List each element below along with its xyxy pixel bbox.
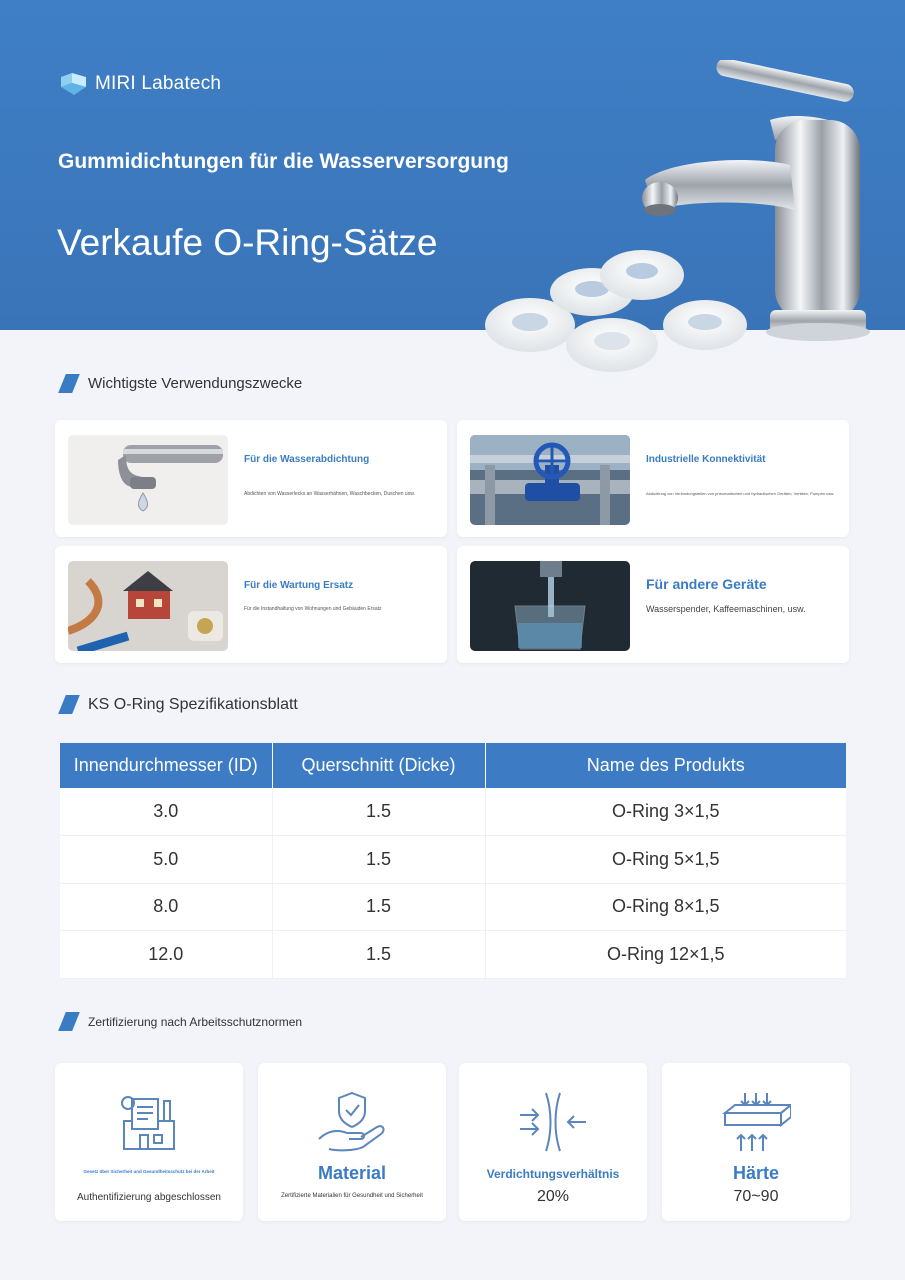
house-pipes-image (68, 561, 228, 651)
cert-title: Härte (732, 1163, 780, 1183)
table-cell: 3.0 (60, 788, 272, 836)
spec-table (60, 743, 846, 979)
use-desc: Für die Instandhaltung von Wohnungen und Gebäuden Ersatz (244, 606, 382, 612)
uses-heading (62, 374, 302, 393)
table-cell: 5.0 (60, 836, 272, 884)
cert-value: Authentifizierung abgeschlossen (77, 1192, 221, 1203)
column-header: Innendurchmesser (ID) (60, 743, 272, 788)
cert-title: Material (317, 1163, 387, 1183)
cert-card (459, 1063, 647, 1221)
cert-value: 20% (536, 1188, 570, 1205)
use-title: Industrielle Konnektivität (646, 454, 766, 465)
hero-banner (0, 0, 905, 330)
section-title: Zertifizierung nach Arbeitsschutznormen (88, 1014, 303, 1029)
cert-card (258, 1063, 446, 1221)
use-card (457, 546, 849, 663)
section-marker-icon (58, 1012, 80, 1031)
factory-document-icon (114, 1091, 184, 1153)
cert-title: Gesetz über Sicherheit und Gesundheitsschutz bei der Arbeit (83, 1169, 215, 1174)
use-title: Für die Wasserabdichtung (244, 454, 370, 465)
spec-heading (62, 695, 298, 714)
section-marker-icon (58, 374, 80, 393)
brand-name: MIRI Labatech (95, 73, 222, 94)
compression-arrows-icon (518, 1091, 588, 1153)
use-desc: Abdichten von Wasserlecks an Wasserhähnen, Waschbecken, Duschen usw. (244, 491, 415, 497)
use-card (457, 420, 849, 537)
section-title: KS O-Ring Spezifikationsblatt (88, 695, 298, 713)
table-cell: 1.5 (272, 836, 485, 884)
hero-subtitle: Gummidichtungen für die Wasserversorgung (58, 150, 509, 173)
column-header: Querschnitt (Dicke) (272, 743, 485, 788)
table-cell: 1.5 (272, 883, 485, 931)
cert-title: Verdichtungsverhältnis (486, 1167, 620, 1181)
pressure-block-icon (721, 1091, 791, 1153)
use-desc: Wasserspender, Kaffeemaschinen, usw. (646, 604, 806, 614)
use-title: Für die Wartung Ersatz (244, 580, 354, 591)
table-row (60, 883, 846, 931)
brand (61, 73, 221, 95)
cert-card (55, 1063, 243, 1221)
industrial-valve-image (470, 435, 630, 525)
table-cell: O-Ring 8×1,5 (485, 883, 846, 931)
table-cell: 12.0 (60, 931, 272, 979)
table-cell: 8.0 (60, 883, 272, 931)
table-header-row (60, 743, 846, 788)
cert-value: 70~90 (733, 1188, 779, 1205)
section-title: Wichtigste Verwendungszwecke (88, 375, 303, 392)
cube-logo-icon (61, 73, 86, 95)
table-row (60, 836, 846, 884)
use-desc: Abdichtung von Verbindungsteilen von pneumatischen und hydraulischen Geräten, Ventilen, Pumpen usw. (646, 491, 835, 496)
table-cell: O-Ring 5×1,5 (485, 836, 846, 884)
use-title: Für andere Geräte (646, 576, 767, 592)
water-glass-image (470, 561, 630, 651)
faucet-orings-illustration (470, 60, 890, 390)
hand-shield-icon (317, 1091, 387, 1153)
use-card (55, 420, 447, 537)
cert-card (662, 1063, 850, 1221)
cert-value: Zertifizierte Materialien für Gesundheit und Sicherheit (281, 1193, 423, 1199)
column-header: Name des Produkts (485, 743, 846, 788)
use-card (55, 546, 447, 663)
table-cell: 1.5 (272, 931, 485, 979)
hero-title: Verkaufe O-Ring-Sätze (57, 222, 438, 263)
table-cell: O-Ring 12×1,5 (485, 931, 846, 979)
table-row (60, 931, 846, 979)
cert-heading (62, 1012, 302, 1031)
table-cell: O-Ring 3×1,5 (485, 788, 846, 836)
section-marker-icon (58, 695, 80, 714)
table-cell: 1.5 (272, 788, 485, 836)
table-row (60, 788, 846, 836)
faucet-drip-image (68, 435, 228, 525)
